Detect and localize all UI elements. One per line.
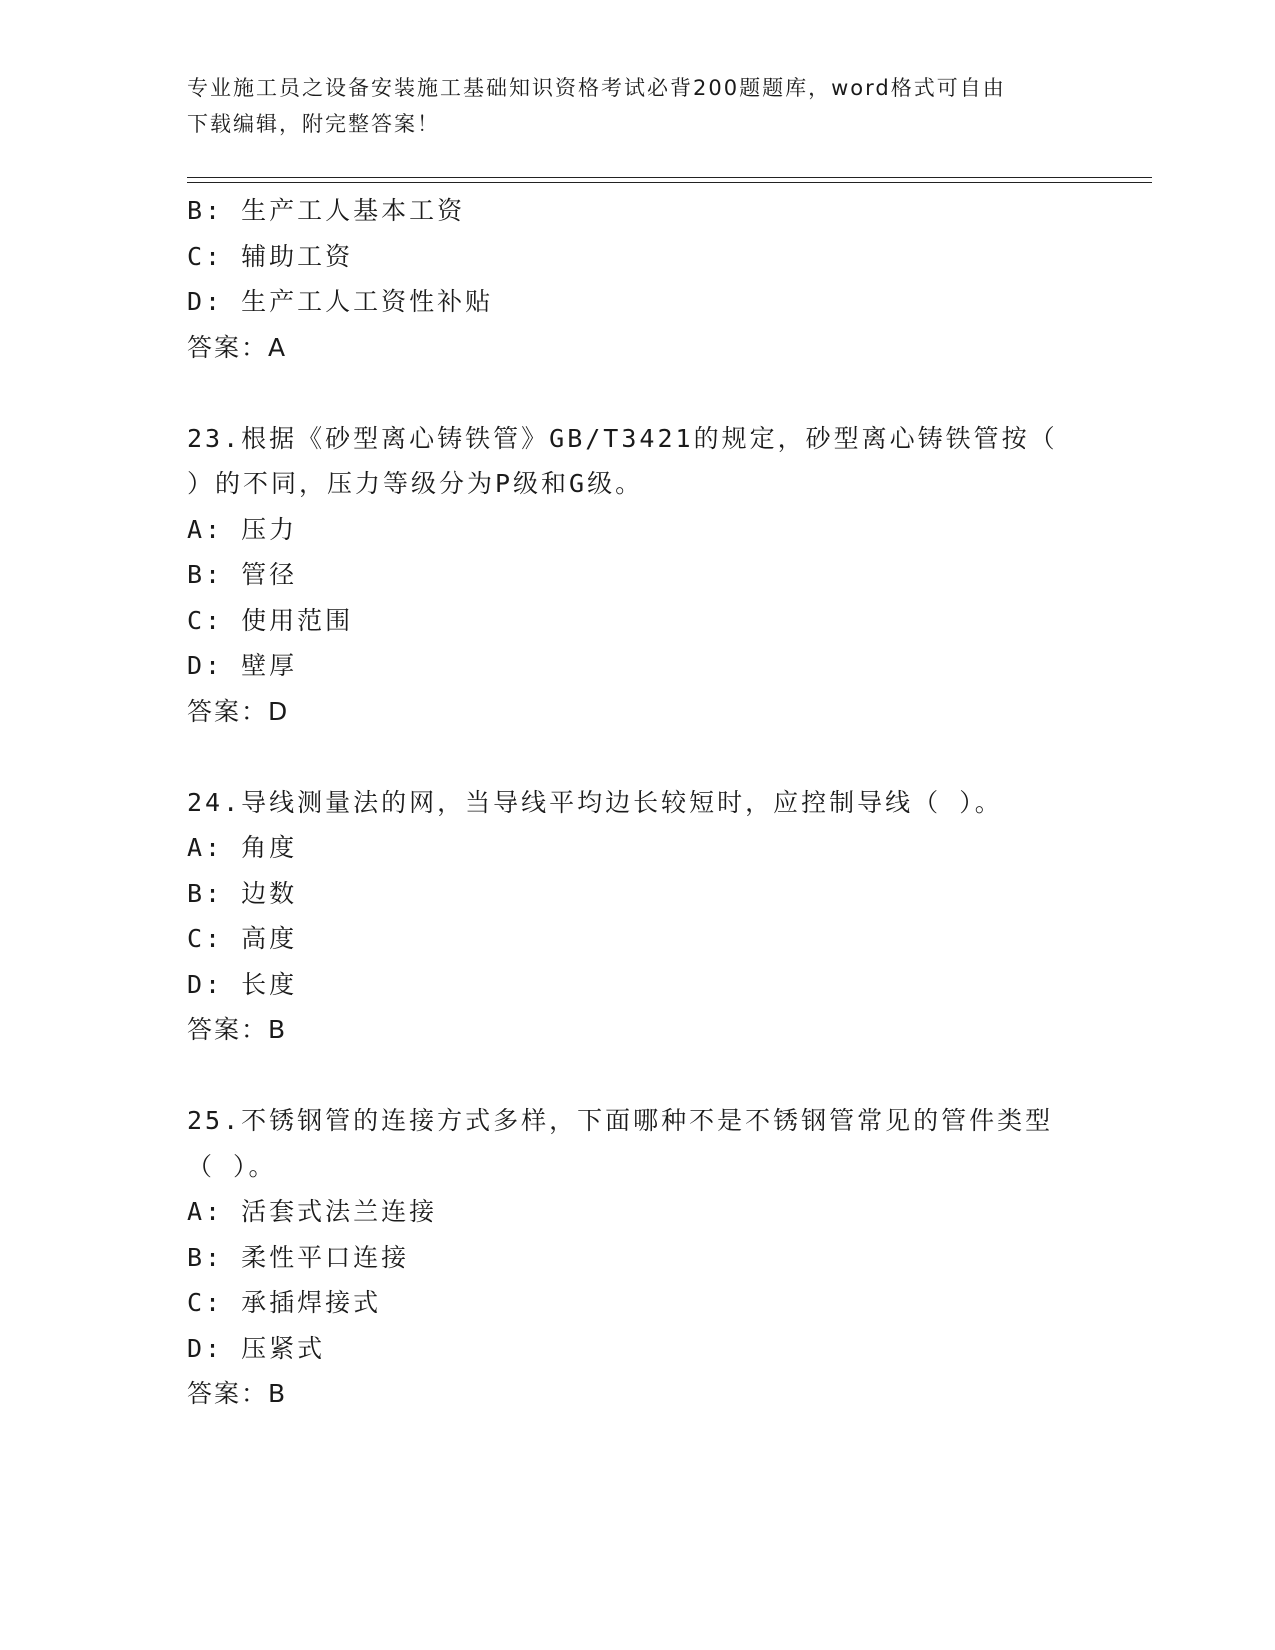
question-25 xyxy=(187,1098,1087,1417)
question-list xyxy=(187,188,1087,1417)
option-a: A: 活套式法兰连接 xyxy=(187,1197,438,1226)
answer: 答案：A xyxy=(187,332,288,362)
option-a: A: 角度 xyxy=(187,833,298,862)
answer: 答案：B xyxy=(187,1379,288,1408)
question-text-line-1: 23.根据《砂型离心铸铁管》GB/T3421的规定，砂型离心铸铁管按（ xyxy=(187,423,1058,453)
option-c: C: 承插焊接式 xyxy=(187,1288,382,1317)
option-b: B: 管径 xyxy=(187,560,298,589)
question-22 xyxy=(187,188,1087,370)
question-24 xyxy=(187,780,1087,1053)
header-line-2: 下载编辑，附完整答案！ xyxy=(187,112,440,136)
answer: 答案：B xyxy=(187,1015,288,1044)
option-d: D: 长度 xyxy=(187,969,298,999)
option-d: D: 压紧式 xyxy=(187,1333,326,1363)
option-b: B: 边数 xyxy=(187,878,298,908)
question-text-line-1: 24.导线测量法的网，当导线平均边长较短时，应控制导线（ ）。 xyxy=(187,787,1003,817)
option-d: D: 生产工人工资性补贴 xyxy=(187,287,494,316)
option-c: C: 辅助工资 xyxy=(187,241,354,271)
option-d: D: 壁厚 xyxy=(187,651,298,680)
answer: 答案：D xyxy=(187,696,290,726)
question-23 xyxy=(187,416,1087,735)
document-header xyxy=(187,70,1087,142)
question-text-line-2: （ ）。 xyxy=(187,1151,277,1181)
option-b: B: 生产工人基本工资 xyxy=(187,196,466,225)
header-divider-top xyxy=(187,177,1152,178)
question-text-line-2: ）的不同，压力等级分为P级和G级。 xyxy=(187,469,644,498)
option-b: B: 柔性平口连接 xyxy=(187,1242,410,1272)
option-c: C: 使用范围 xyxy=(187,605,354,635)
question-text-line-1: 25.不锈钢管的连接方式多样，下面哪种不是不锈钢管常见的管件类型 xyxy=(187,1106,1054,1135)
option-a: A: 压力 xyxy=(187,514,298,544)
header-divider-bottom xyxy=(187,182,1152,183)
header-line-1: 专业施工员之设备安装施工基础知识资格考试必背200题题库，word格式可自由 xyxy=(187,76,1006,100)
option-c: C: 高度 xyxy=(187,924,298,953)
